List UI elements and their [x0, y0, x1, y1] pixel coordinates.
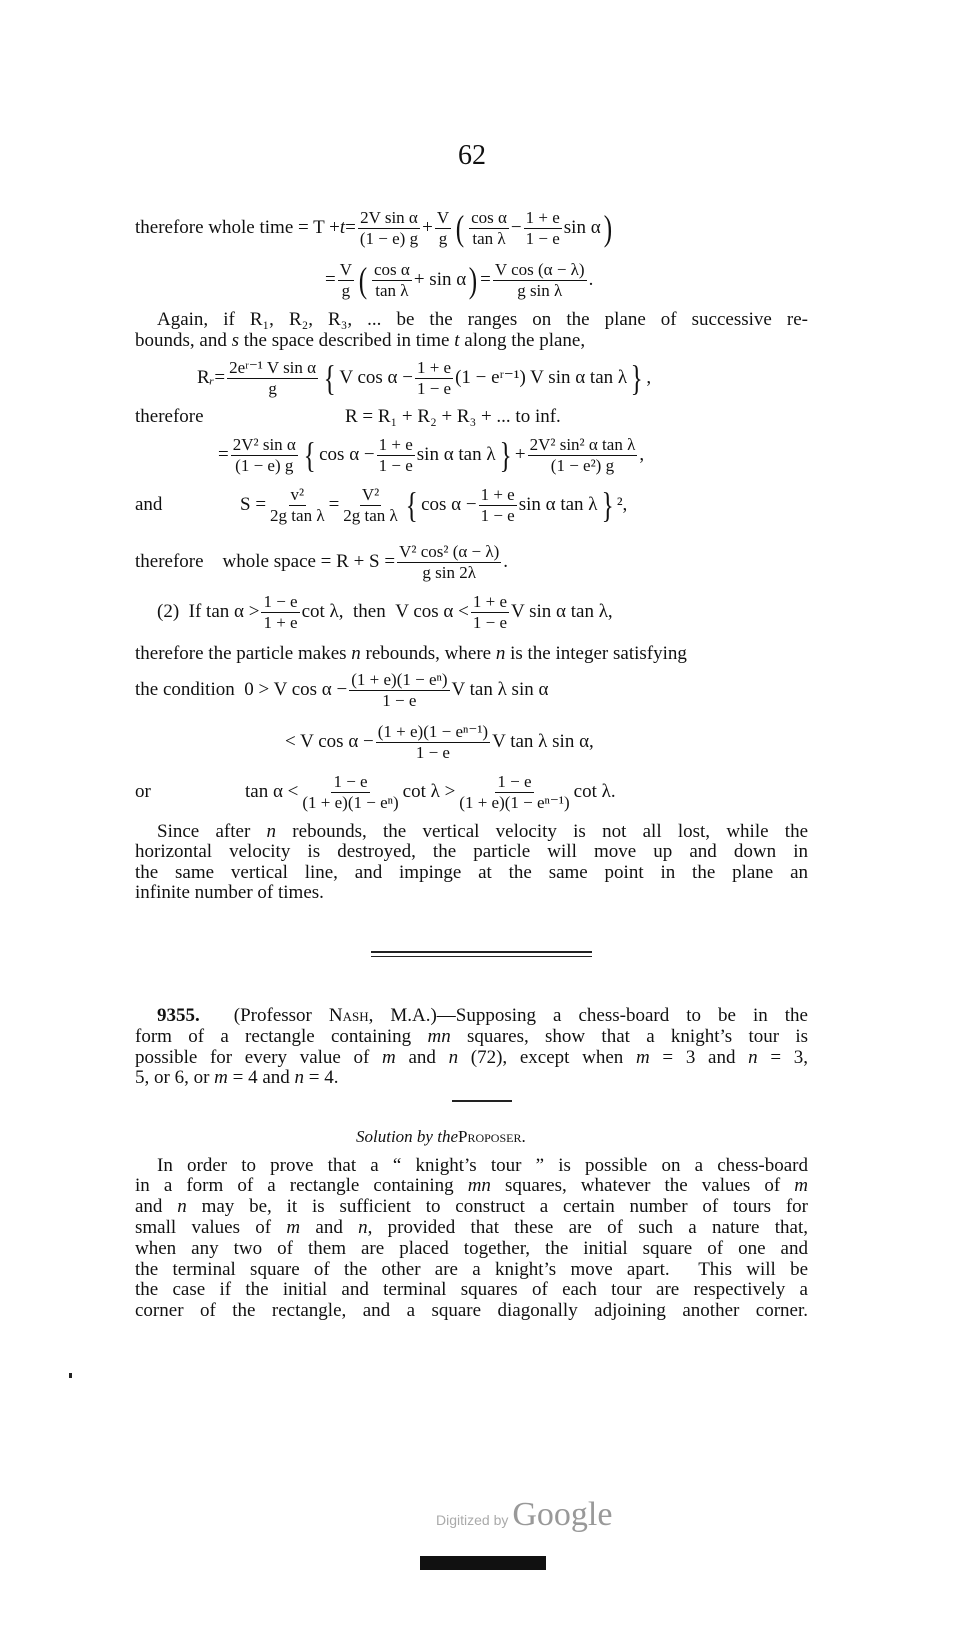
label-and: and	[135, 494, 163, 515]
fraction-denominator: 1 − e	[480, 505, 515, 525]
fraction	[338, 260, 354, 301]
solution-line: when any two of them are placed together, the initial square of one and	[135, 1238, 808, 1259]
short-divider	[452, 1100, 512, 1102]
solution-line: In order to prove that a “ knight’s tour ” is possible on a chess-board	[157, 1155, 808, 1176]
fraction	[457, 772, 571, 813]
fraction-numerator: V² cos² (α − λ)	[399, 541, 500, 561]
page-number: 62	[458, 140, 486, 171]
italic-symbol: n	[748, 1047, 758, 1068]
fraction	[300, 772, 400, 813]
bracket: }	[499, 435, 512, 475]
equation-range-r: R ᵣ = $\frac{\text{2eʳ⁻¹ V sin α}}{g}$ { V cos α − $\frac{1 + e}{1 - e}$ (1 − eʳ⁻¹) V sin α tan λ } ,	[197, 357, 652, 398]
fraction	[493, 260, 587, 301]
bracket: {	[323, 358, 336, 398]
fraction-numerator: V	[339, 259, 352, 279]
label-therefore: therefore	[135, 406, 204, 427]
fraction-numerator: (1 + e)(1 − eⁿ)	[351, 669, 448, 689]
fraction-numerator: 2eʳ⁻¹ V sin α	[229, 357, 317, 377]
fraction-numerator: V²	[361, 484, 380, 504]
bracket: }	[630, 358, 643, 398]
equation-range-total: = $\frac{\text{2V² sin α}}{(1 - e) g}$ { cos α − $\frac{1 + e}{1 - e}$ sin α tan λ } + $\frac{\text{2V² sin² α tan λ}}{\text{(1 − e²) g}}$ ,	[218, 434, 645, 475]
equation-condition: the condition 0 > V cos α − $\frac{\text{(1 + e)(1 − eⁿ)}}{1 - e}$ V tan λ sin α	[135, 669, 549, 710]
small-caps-name: Nash	[328, 1005, 369, 1026]
fraction-numerator: 1 − e	[497, 771, 532, 791]
fraction-denominator: g	[341, 280, 351, 300]
fraction-numerator: (1 + e)(1 − eⁿ⁻¹)	[377, 721, 489, 741]
scan-edge-bar	[420, 1556, 546, 1570]
fraction	[227, 358, 318, 399]
italic-symbol: m	[794, 1175, 809, 1196]
italic-symbol: n	[294, 1067, 305, 1088]
solution-line: and n may be, it is sufficient to construct a certain number of tours for	[135, 1196, 808, 1217]
paragraph-line: therefore the particle makes n rebounds, where n is the integer satisfying	[135, 643, 687, 664]
google-logo: Google	[512, 1496, 613, 1533]
equation-whole-time: therefore whole time = T + t = $\frac{\text{2V sin α}}{(1 - e) g}$ + $\frac{V}{g}$ ( $\frac{\text{cos α}}{\text{tan λ}}$ − $\frac{1 + e}{1 - e}$ sin α )	[135, 207, 612, 248]
question-number: 9355.	[157, 1005, 200, 1026]
solution-line: corner of the rectangle, and a square diagonally adjoining another corner.	[135, 1300, 808, 1321]
fraction-denominator: 1 − e	[416, 378, 452, 398]
fraction-denominator: 2g tan λ	[270, 505, 325, 525]
watermark-prefix: Digitized by	[436, 1512, 509, 1528]
italic-symbol: n	[266, 821, 277, 842]
fraction	[435, 208, 451, 249]
italic-symbol: m	[286, 1217, 301, 1238]
digitized-watermark	[436, 1496, 612, 1534]
italic-symbol: m	[382, 1047, 396, 1068]
fraction-denominator: (1 + e)(1 − eⁿ⁻¹)	[459, 792, 570, 812]
fraction	[528, 435, 638, 476]
fraction-numerator: 1 + e	[416, 357, 452, 377]
fraction-numerator: 2V² sin α	[232, 434, 296, 454]
fraction-numerator: 1 − e	[333, 771, 368, 791]
fraction-denominator: g	[438, 228, 448, 248]
solution-heading: Solution by the Proposer .	[356, 1127, 526, 1146]
paragraph-line: Since after n rebounds, the vertical velocity is not all lost, while the	[157, 821, 809, 842]
italic-symbol: n	[495, 643, 506, 664]
fraction	[397, 542, 501, 583]
fraction-numerator: V cos (α − λ)	[494, 259, 585, 279]
fraction	[372, 260, 412, 301]
small-caps-name: Proposer	[457, 1127, 522, 1146]
section-divider	[371, 956, 592, 957]
solution-line: the case if the initial and terminal squares of each tour are respectively a	[135, 1279, 808, 1300]
equation-tan-condition: tan α < $\frac{1 - e}{\text{(1 + e)(1 − eⁿ)}}$ cot λ > $\frac{1 - e}{\text{(1 + e)(1 − eⁿ⁻¹)}}$ cot λ.	[245, 771, 616, 812]
bracket: {	[405, 485, 418, 525]
fraction-denominator: (1 + e)(1 − eⁿ)	[302, 792, 399, 812]
italic-symbol: mn	[427, 1026, 451, 1047]
paragraph-line: bounds, and s the space described in time t along the plane,	[135, 330, 586, 351]
fraction-denominator: tan λ	[472, 228, 506, 248]
equation-space-s: S = $\frac{\text{v²}}{\text{2g tan λ}}$ = $\frac{\text{V²}}{\text{2g tan λ}}$ { cos α − $\frac{1 + e}{1 - e}$ sin α tan λ } ²,	[240, 484, 628, 525]
fraction-denominator: 1 − e	[472, 612, 507, 632]
question-line: 9355. (Professor Nash, M.A.)—Supposing a chess-board to be in the	[157, 1005, 808, 1026]
fraction-numerator: 2V² sin² α tan λ	[529, 434, 636, 454]
italic-symbol: t	[339, 217, 346, 238]
paragraph-line: horizontal velocity is destroyed, the particle will move up and down in	[135, 841, 808, 862]
fraction-denominator: 1 + e	[263, 612, 298, 632]
fraction-numerator: 2V sin α	[360, 207, 418, 227]
fraction-denominator: g sin 2λ	[422, 562, 476, 582]
equation-whole-space: therefore whole space = R + S = $\frac{\text{V² cos² (α − λ)}}{\text{g sin 2λ}}$ .	[135, 541, 509, 582]
italic-symbol: s	[231, 330, 239, 351]
paragraph-line: the same vertical line, and impinge at the same point in the plane an	[135, 862, 808, 883]
fraction	[261, 592, 299, 633]
fraction-denominator: 1 − e	[378, 455, 413, 475]
question-line: possible for every value of m and n (72), except when m = 3 and n = 3,	[135, 1047, 808, 1068]
fraction	[471, 592, 509, 633]
italic-symbol: n	[351, 643, 361, 664]
bracket: {	[303, 435, 316, 475]
solution-line: in a form of a rectangle containing mn squares, whatever the values of m	[135, 1175, 809, 1196]
equation-range-sum: R = R₁ + R₂ + R₃ + ... to inf.	[345, 406, 561, 427]
fraction	[358, 208, 420, 249]
equation-condition-2: < V cos α − $\frac{\text{(1 + e)(1 − eⁿ⁻¹)}}{1 - e}$ V tan λ sin α,	[285, 721, 594, 762]
bracket: (	[358, 260, 368, 300]
fraction-numerator: 1 + e	[378, 434, 413, 454]
fraction-numerator: 1 + e	[480, 484, 515, 504]
fraction-denominator: 2g tan λ	[343, 505, 398, 525]
fraction-numerator: cos α	[374, 259, 410, 279]
fraction	[341, 485, 400, 526]
fraction	[479, 485, 517, 526]
fraction	[376, 722, 490, 763]
italic-symbol: m	[214, 1067, 228, 1088]
fraction-denominator: g	[268, 378, 277, 398]
scan-speck	[69, 1373, 72, 1378]
fraction	[349, 670, 449, 711]
fraction-denominator: (1 − e²) g	[550, 455, 615, 475]
fraction	[377, 435, 415, 476]
question-line: form of a rectangle containing mn squares, show that a knight’s tour is	[135, 1026, 809, 1047]
fraction-denominator: 1 − e	[382, 690, 417, 710]
fraction-denominator: tan λ	[375, 280, 409, 300]
italic-symbol: mn	[467, 1175, 491, 1196]
italic-symbol: n	[358, 1217, 368, 1238]
question-line: 5, or 6, or m = 4 and n = 4.	[135, 1067, 339, 1088]
section-divider	[371, 951, 592, 953]
fraction-numerator: V	[436, 207, 450, 227]
italic-symbol: m	[636, 1047, 650, 1068]
equation-whole-time-simplified: = $\frac{V}{g}$ ( $\frac{\text{cos α}}{\text{tan λ}}$ + sin α ) = $\frac{\text{V cos (α − λ)}}{\text{g sin λ}}$ .	[325, 259, 594, 300]
fraction-denominator: (1 − e) g	[359, 228, 419, 248]
solution-line: the terminal square of the other are a knight’s move apart. This will be	[135, 1259, 808, 1280]
fraction	[524, 208, 562, 249]
fraction-denominator: (1 − e) g	[235, 455, 294, 475]
equation-case-2: (2) If tan α > $\frac{1 - e}{1 + e}$ cot λ, then V cos α < $\frac{1 + e}{1 - e}$ V sin α tan λ,	[157, 591, 613, 632]
paragraph-line: infinite number of times.	[135, 882, 324, 903]
italic-symbol: n	[177, 1196, 187, 1217]
bracket: )	[603, 208, 612, 248]
fraction-numerator: v²	[290, 484, 305, 504]
italic-symbol: t	[454, 330, 460, 351]
bracket: )	[468, 260, 478, 300]
bracket: }	[601, 485, 614, 525]
fraction-denominator: 1 − e	[525, 228, 560, 248]
italic-symbol: ᵣ	[209, 367, 215, 388]
fraction-denominator: g sin λ	[517, 280, 563, 300]
solution-line: small values of m and n, provided that these are of such a nature that,	[135, 1217, 809, 1238]
fraction	[231, 435, 298, 476]
italic-symbol: Solution by the	[356, 1127, 458, 1146]
fraction	[469, 208, 509, 249]
paragraph-line: Again, if R₁, R₂, R₃, ... be the ranges on the plane of successive re-	[157, 309, 808, 330]
italic-symbol: n	[448, 1047, 459, 1068]
fraction	[268, 485, 327, 526]
fraction-numerator: 1 + e	[525, 207, 560, 227]
fraction-numerator: cos α	[471, 207, 507, 227]
fraction-numerator: 1 − e	[263, 591, 298, 611]
fraction-denominator: 1 − e	[415, 742, 450, 762]
fraction	[415, 358, 453, 399]
fraction-numerator: 1 + e	[472, 591, 507, 611]
label-or: or	[135, 781, 151, 802]
bracket: (	[455, 208, 465, 248]
